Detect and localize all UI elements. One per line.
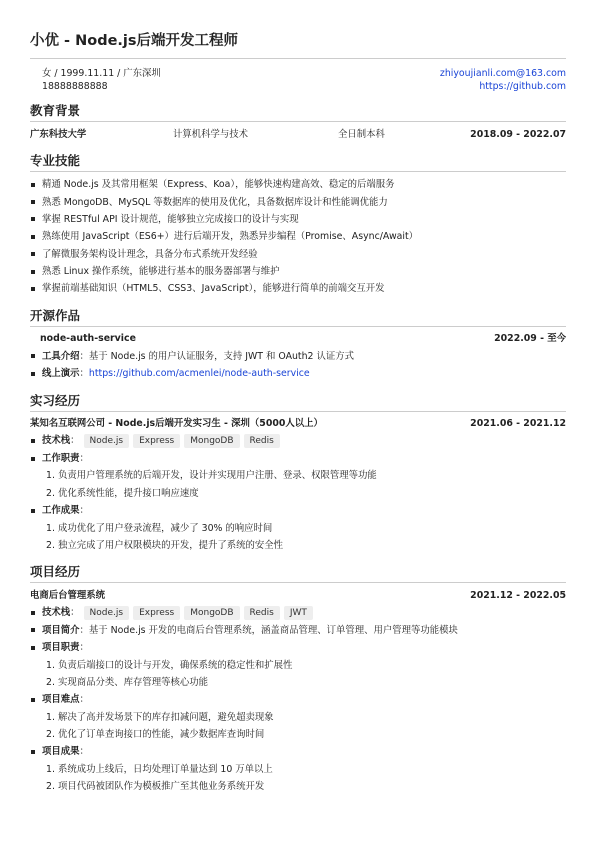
list-item <box>30 761 566 778</box>
phone-number: 18888888888 <box>42 80 108 92</box>
demo-label: 线上演示 <box>42 368 80 380</box>
duties-separator: ： <box>79 452 89 464</box>
challenges-label: 项目难点 <box>42 694 80 706</box>
project-challenges-heading <box>30 691 566 708</box>
item-text: 负责用户管理系统的后端开发，设计并实现用户注册、登录、权限管理等功能 <box>58 470 377 482</box>
skill-item: 精通 Node.js 及其常用框架（Express、Koa），能够快速构建高效、稳定的后端服务 <box>30 176 566 193</box>
internship-stack <box>30 433 566 450</box>
list-item <box>30 778 566 795</box>
list-item <box>30 657 566 674</box>
item-number: 2. <box>46 781 55 793</box>
list-item <box>30 520 566 537</box>
project-challenges-list <box>30 709 566 744</box>
intro-text: ：基于 Node.js 的用户认证服务，支持 JWT 和 OAuth2 认证方式 <box>79 350 354 362</box>
item-text: 优化了订单查询接口的性能，减少数据库查询时间 <box>58 729 265 741</box>
section-divider <box>30 121 566 122</box>
project-header <box>30 587 566 604</box>
section-divider <box>30 582 566 583</box>
section-title-project: 项目经历 <box>30 564 81 580</box>
section-divider <box>30 411 566 412</box>
opensource-name: node-auth-service <box>40 333 136 345</box>
contact-left <box>42 67 161 93</box>
section-title-skills: 专业技能 <box>30 153 81 169</box>
personal-info: 女 / 1999.11.11 / 广东深圳 <box>42 67 161 79</box>
skill-item: 掌握 RESTful API 设计规范，能够独立完成接口的设计与实现 <box>30 211 566 228</box>
internship-duties-heading <box>30 450 566 467</box>
tech-tag: Node.js <box>84 606 130 620</box>
project-duties-list <box>30 657 566 692</box>
github-link[interactable]: https://github.com <box>479 80 566 92</box>
tech-tag: Express <box>133 606 180 620</box>
item-text: 成功优化了用户登录流程，减少了 30% 的响应时间 <box>58 522 273 534</box>
results-separator: ： <box>79 505 89 517</box>
project-results-heading <box>30 744 566 761</box>
item-number: 1. <box>46 522 55 534</box>
item-number: 1. <box>46 470 55 482</box>
item-number: 2. <box>46 729 55 741</box>
tech-tag: MongoDB <box>184 606 239 620</box>
list-item <box>30 674 566 691</box>
duties-label: 工作职责 <box>42 452 80 464</box>
section-divider <box>30 326 566 327</box>
results-separator: ： <box>79 746 89 758</box>
list-item <box>30 485 566 502</box>
tech-tag: Node.js <box>84 434 130 448</box>
education-row <box>30 126 566 143</box>
opensource-demo <box>30 365 566 382</box>
list-item <box>30 537 566 554</box>
email-link[interactable]: zhiyoujianli.com@163.com <box>439 67 566 79</box>
section-title-opensource: 开源作品 <box>30 307 81 323</box>
tech-tag: JWT <box>284 606 313 620</box>
education-date: 2018.09 - 2022.07 <box>470 128 566 140</box>
skill-item: 掌握前端基础知识（HTML5、CSS3、JavaScript），能够进行简单的前端交互开发 <box>30 280 566 297</box>
item-text: 解决了高并发场景下的库存扣减问题，避免超卖现象 <box>58 711 274 723</box>
contact-right <box>440 67 566 93</box>
project-intro <box>30 622 566 639</box>
skill-item: 熟悉 Linux 操作系统，能够进行基本的服务器部署与维护 <box>30 263 566 280</box>
item-text: 项目代码被团队作为模板推广至其他业务系统开发 <box>58 781 265 793</box>
contact-block <box>30 67 566 93</box>
opensource-intro <box>30 348 566 365</box>
section-title-education: 教育背景 <box>30 103 81 119</box>
results-label: 工作成果 <box>42 505 80 517</box>
duties-label: 项目职责 <box>42 641 80 653</box>
item-number: 2. <box>46 487 55 499</box>
item-number: 2. <box>46 676 55 688</box>
skill-item: 熟练使用 JavaScript（ES6+）进行后端开发，熟悉异步编程（Promise、Async/Await） <box>30 228 566 245</box>
degree: 全日制本科 <box>338 128 385 140</box>
tech-tag: Redis <box>244 434 280 448</box>
item-text: 独立完成了用户权限模块的开发，提升了系统的安全性 <box>58 539 284 551</box>
item-number: 1. <box>46 763 55 775</box>
item-text: 实现商品分类、库存管理等核心功能 <box>58 676 209 688</box>
tech-tag: Express <box>133 434 180 448</box>
project-name: 电商后台管理系统 <box>30 590 106 601</box>
item-number: 2. <box>46 539 55 551</box>
project-stack <box>30 604 566 621</box>
tech-tag: MongoDB <box>184 434 239 448</box>
header-divider <box>30 58 566 59</box>
section-title-internship: 实习经历 <box>30 392 81 408</box>
section-divider <box>30 171 566 172</box>
tech-tag: Redis <box>244 606 280 620</box>
challenges-separator: ： <box>79 694 89 706</box>
item-number: 1. <box>46 711 55 723</box>
skills-list <box>30 176 566 298</box>
duties-separator: ： <box>79 641 89 653</box>
internship-date: 2021.06 - 2021.12 <box>470 418 566 430</box>
skill-item: 熟悉 MongoDB、MySQL 等数据库的使用及优化，具备数据库设计和性能调优能力 <box>30 194 566 211</box>
project-date: 2021.12 - 2022.05 <box>470 590 566 601</box>
item-number: 1. <box>46 659 55 671</box>
results-label: 项目成果 <box>42 746 80 758</box>
list-item <box>30 709 566 726</box>
internship-results-list <box>30 520 566 555</box>
item-text: 负责后端接口的设计与开发，确保系统的稳定性和扩展性 <box>58 659 293 671</box>
school-name: 广东科技大学 <box>30 128 87 140</box>
major: 计算机科学与技术 <box>173 128 249 140</box>
list-item <box>30 726 566 743</box>
intro-label: 项目简介 <box>42 624 80 636</box>
internship-duties-list <box>30 467 566 502</box>
skill-item: 了解微服务架构设计理念，具备分布式系统开发经验 <box>30 246 566 263</box>
project-duties-heading <box>30 639 566 656</box>
stack-separator: ： <box>70 607 80 619</box>
stack-label: 技术栈 <box>42 607 71 619</box>
intro-label: 工具介绍 <box>42 350 80 362</box>
stack-separator: ： <box>70 435 80 447</box>
stack-label: 技术栈 <box>42 435 71 447</box>
item-text: 系统成功上线后，日均处理订单量达到 10 万单以上 <box>58 763 273 775</box>
demo-separator: ： <box>79 368 89 380</box>
intro-text: ：基于 Node.js 开发的电商后台管理系统，涵盖商品管理、订单管理、用户管理等功能模块 <box>79 624 458 636</box>
item-text: 优化系统性能，提升接口响应速度 <box>58 487 199 499</box>
opensource-date: 2022.09 - 至今 <box>494 333 566 345</box>
opensource-header <box>30 331 566 348</box>
project-results-list <box>30 761 566 796</box>
demo-link[interactable]: https://github.com/acmenlei/node-auth-service <box>88 368 310 380</box>
list-item <box>30 467 566 484</box>
internship-company: 某知名互联网公司 - Node.js后端开发实习生 - 深圳（5000人以上） <box>30 418 323 430</box>
resume-title: 小优 - Node.js后端开发工程师 <box>30 33 239 49</box>
internship-header <box>30 416 566 433</box>
internship-results-heading <box>30 502 566 519</box>
